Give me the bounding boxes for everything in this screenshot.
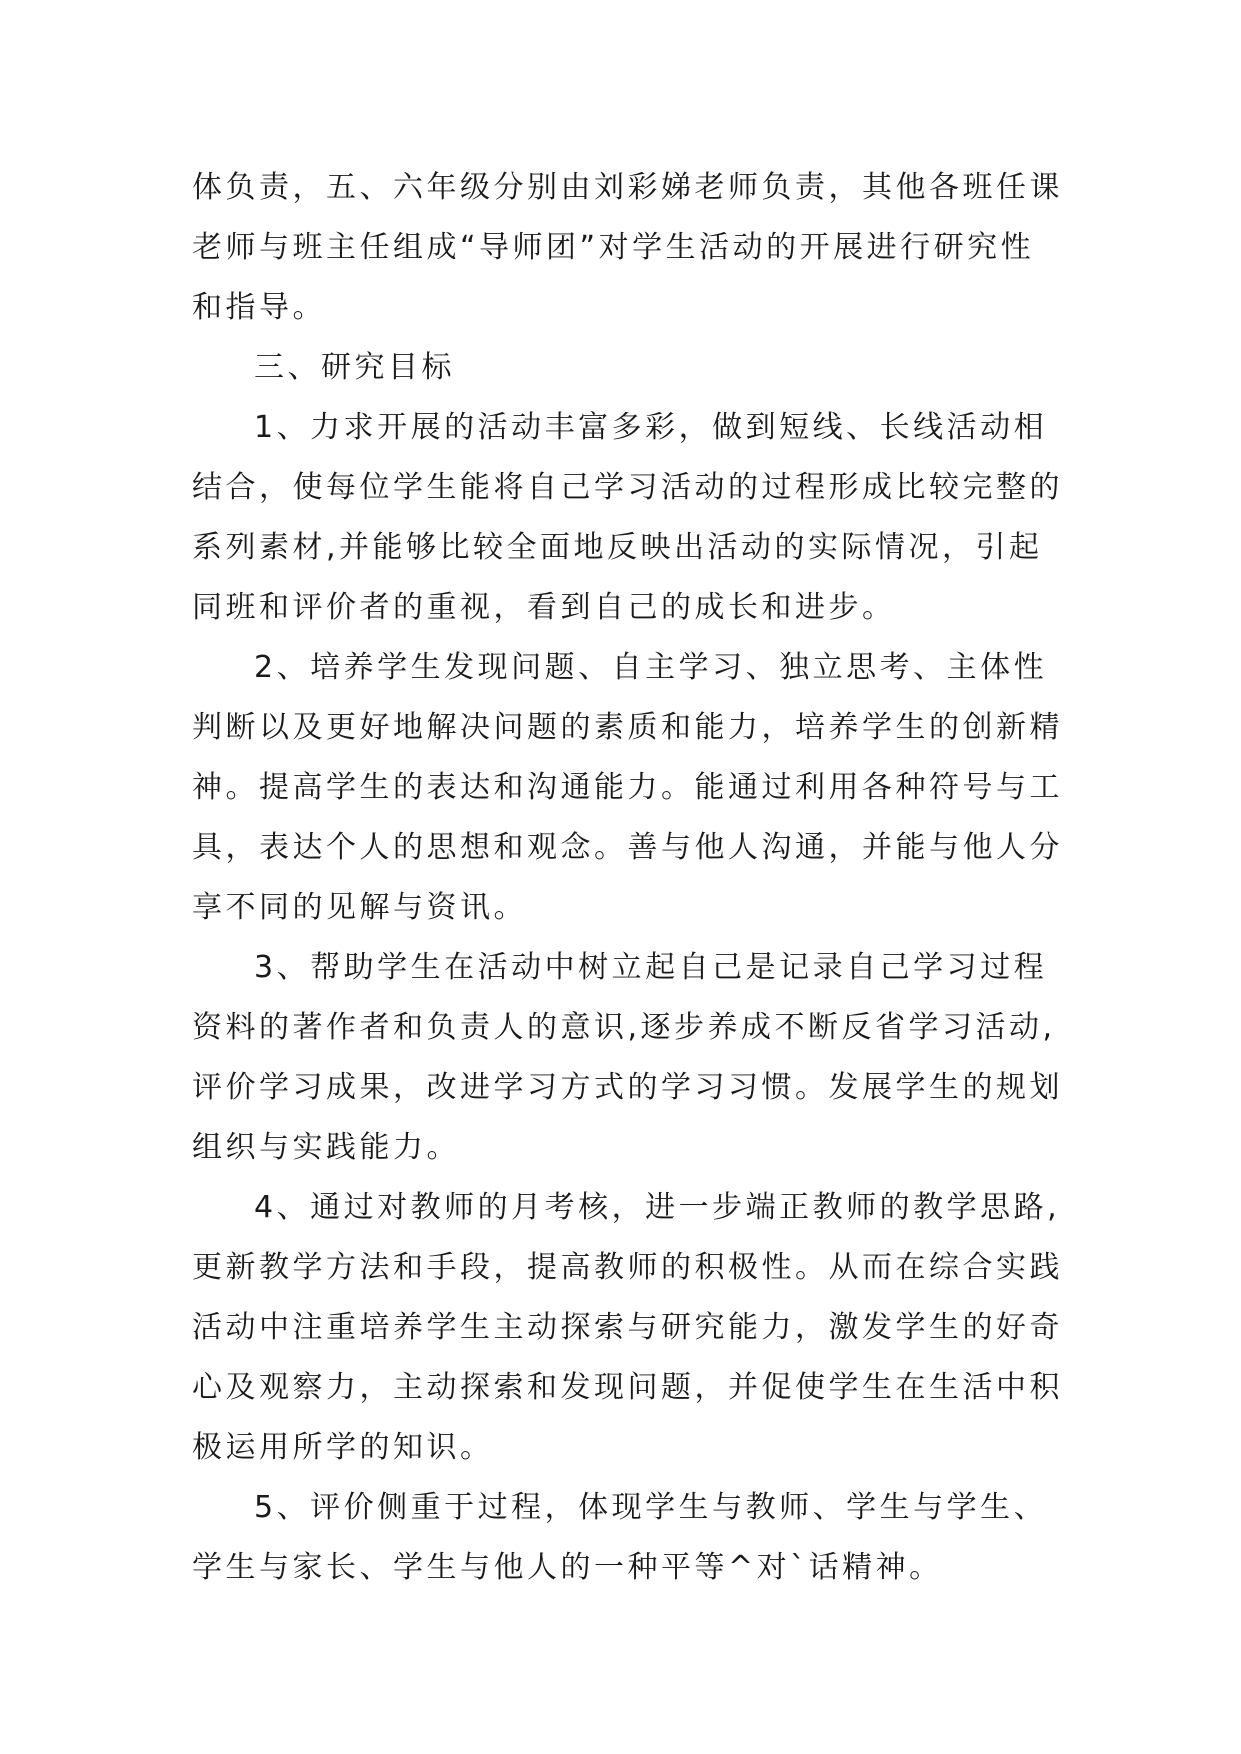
paragraph-line: 系列素材,并能够比较全面地反映出活动的实际情况，引起 [192,530,1043,565]
paragraph-line: 神。提高学生的表达和沟通能力。能通过利用各种符号与工 [192,770,1063,805]
paragraph-line: 结合，使每位学生能将自己学习活动的过程形成比较完整的 [192,470,1063,505]
paragraph-line: 活动中注重培养学生主动探索与研究能力，激发学生的好奇 [192,1310,1063,1345]
document-body [192,158,1063,1598]
paragraph-line: 评价学习成果，改进学习方式的学习习惯。发展学生的规划 [192,1070,1063,1105]
paragraph-line: 判断以及更好地解决问题的素质和能力，培养学生的创新精 [192,710,1063,745]
paragraph-line: 体负责，五、六年级分别由刘彩娣老师负责，其他各班任课 [192,170,1063,205]
paragraph-line: 和指导。 [192,290,326,325]
paragraph-line: 老师与班主任组成“导师团”对学生活动的开展进行研究性 [192,230,1035,265]
paragraph-line: 2、培养学生发现问题、自主学习、独立思考、主体性 [254,650,1048,685]
paragraph-line: 极运用所学的知识。 [192,1430,494,1465]
paragraph-line: 3、帮助学生在活动中树立起自己是记录自己学习过程 [254,950,1048,985]
paragraph-line: 心及观察力，主动探索和发现问题，并促使学生在生活中积 [192,1370,1063,1405]
paragraph-line: 学生与家长、学生与他人的一种平等^对`话精神。 [192,1550,943,1585]
section-heading: 三、研究目标 [254,350,455,385]
paragraph-line: 享不同的见解与资讯。 [192,890,527,925]
paragraph-line: 5、评价侧重于过程，体现学生与教师、学生与学生、 [254,1490,1048,1525]
paragraph-line: 1、力求开展的活动丰富多彩，做到短线、长线活动相 [254,410,1048,445]
paragraph-line: 同班和评价者的重视，看到自己的成长和进步。 [192,590,896,625]
paragraph-line: 组织与实践能力。 [192,1130,460,1165]
paragraph-line: 4、通过对教师的月考核，进一步端正教师的教学思路, [254,1190,1061,1225]
paragraph-line: 具，表达个人的思想和观念。善与他人沟通，并能与他人分 [192,830,1063,865]
paragraph-line: 更新教学方法和手段，提高教师的积极性。从而在综合实践 [192,1250,1063,1285]
paragraph-line: 资料的著作者和负责人的意识,逐步养成不断反省学习活动, [192,1010,1056,1045]
